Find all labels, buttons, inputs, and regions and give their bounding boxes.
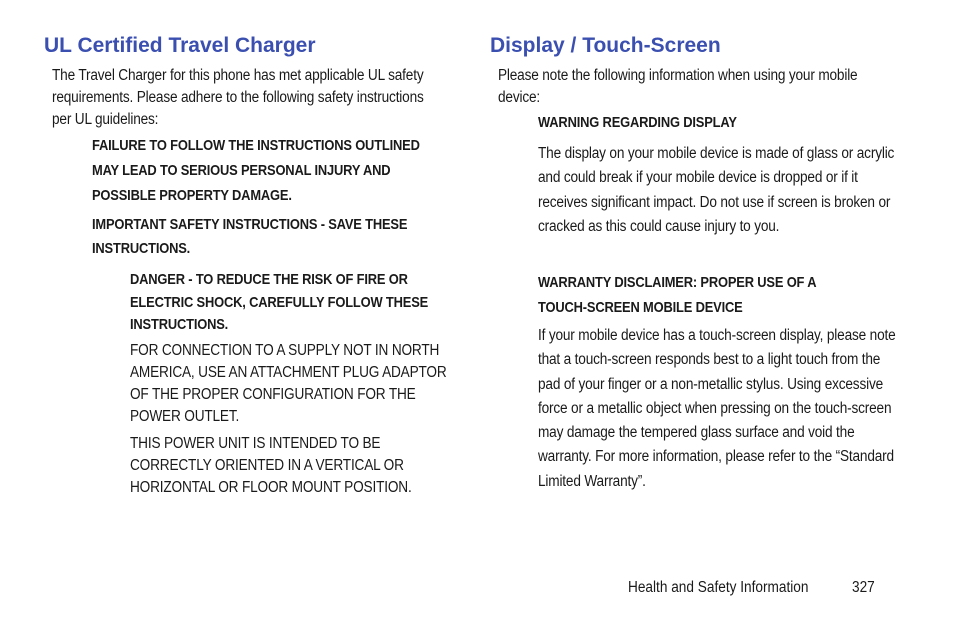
display-warning-heading: WARNING REGARDING DISPLAY xyxy=(538,114,737,131)
charger-connection-note: FOR CONNECTION TO A SUPPLY NOT IN NORTH AMERICA, USE AN ATTACHMENT PLUG ADAPTOR OF THE PROPER CONFIGURATION FOR THE POWER OUTLET. xyxy=(130,342,447,425)
display-intro: Please note the following information when using your mobile device: xyxy=(498,67,858,106)
footer-section-name: Health and Safety Information xyxy=(628,579,809,596)
charger-danger: DANGER - TO REDUCE THE RISK OF FIRE OR ELECTRIC SHOCK, CAREFULLY FOLLOW THESE INSTRUCTIONS. xyxy=(130,271,429,333)
charger-intro: The Travel Charger for this phone has met applicable UL safety requirements. Please adhere to the following safety instructions per UL guidelines: xyxy=(52,67,424,128)
warranty-disclaimer-heading: WARRANTY DISCLAIMER: PROPER USE OF A TOUCH-SCREEN MOBILE DEVICE xyxy=(538,274,816,316)
charger-warning-save: IMPORTANT SAFETY INSTRUCTIONS - SAVE THESE INSTRUCTIONS. xyxy=(92,216,408,257)
page-number: 327 xyxy=(852,579,875,596)
charger-section-title: UL Certified Travel Charger xyxy=(44,34,316,57)
display-warning-text: The display on your mobile device is made of glass or acrylic and could break if your mobile device is dropped or if it receives significant impact. Do not use if screen is broken or cracked as this could cause injury to you. xyxy=(538,145,895,235)
display-section-title: Display / Touch-Screen xyxy=(490,34,721,57)
charger-warning-failure: FAILURE TO FOLLOW THE INSTRUCTIONS OUTLINED MAY LEAD TO SERIOUS PERSONAL INJURY AND POSSIBLE PROPERTY DAMAGE. xyxy=(92,137,420,204)
warranty-disclaimer-text: If your mobile device has a touch-screen display, please note that a touch-screen responds best to a light touch from the pad of your finger or a non-metallic stylus. Using excessive force or a metallic object when pressing on the touch-screen may damage the tempered glass surface and void the warranty. For more information, please refer to the “Standard Limited Warranty”. xyxy=(538,327,896,490)
charger-orientation-note: THIS POWER UNIT IS INTENDED TO BE CORRECTLY ORIENTED IN A VERTICAL OR HORIZONTAL OR FLOOR MOUNT POSITION. xyxy=(130,435,412,496)
